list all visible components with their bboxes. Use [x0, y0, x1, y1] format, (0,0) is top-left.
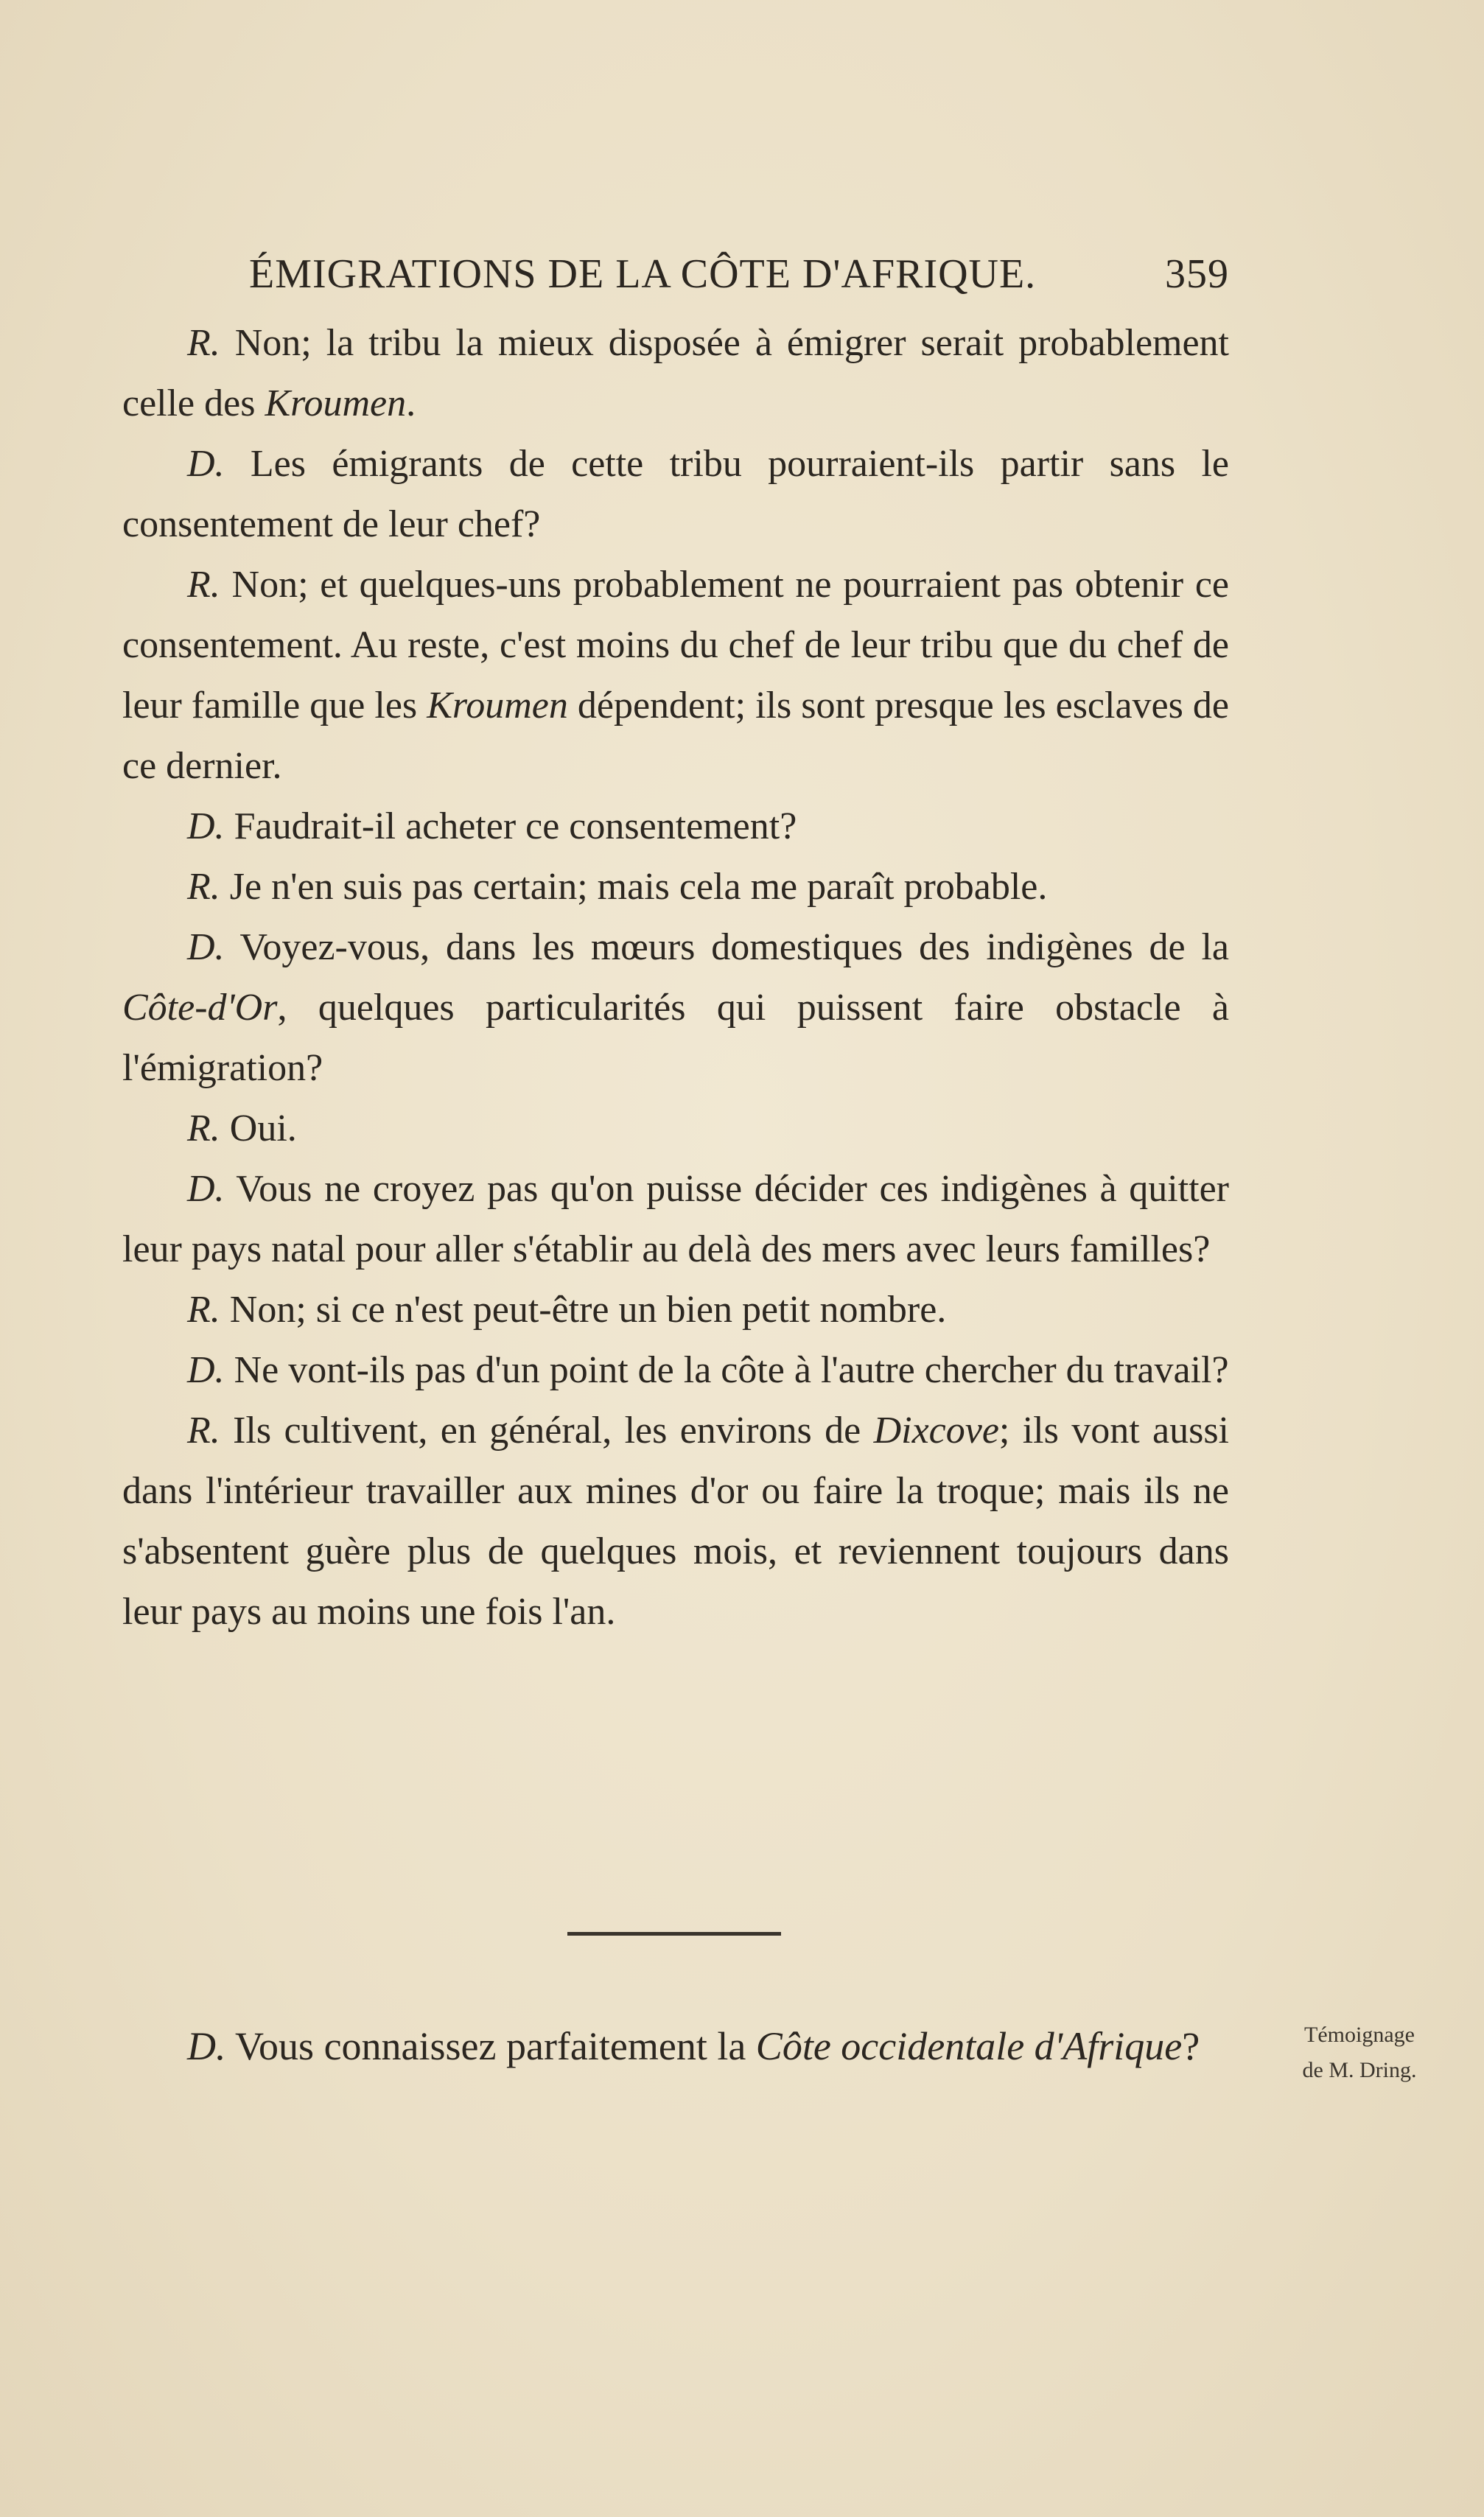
speaker-label: R.	[187, 1289, 220, 1331]
speaker-label: R.	[187, 564, 220, 606]
dialogue-paragraph	[122, 1099, 1229, 1159]
text-segment: Oui.	[220, 1107, 297, 1149]
speaker-label: R.	[187, 322, 220, 364]
text-segment: Les émigrants de cette tribu pourraient-ils partir sans le consentement de leur chef?	[122, 443, 1229, 545]
text-segment: Ne vont-ils pas d'un point de la côte à l'autre chercher du travail?	[224, 1349, 1229, 1391]
margin-note-line-1: Témoignage	[1304, 2023, 1415, 2047]
text-segment: Non; si ce n'est peut-être un bien petit nombre.	[220, 1289, 947, 1331]
speaker-label: R.	[187, 1410, 220, 1452]
speaker-label: R.	[187, 866, 220, 908]
dialogue-paragraph	[122, 1159, 1229, 1280]
text-segment: Faudrait-il acheter ce consentement?	[224, 805, 797, 847]
running-title: ÉMIGRATIONS DE LA CÔTE D'AFRIQUE.	[249, 251, 1037, 297]
text-segment: Non; la tribu la mieux disposée à émigrer serait probablement celle des	[122, 322, 1229, 424]
speaker-label: D.	[187, 443, 225, 485]
dialogue-paragraph	[122, 2015, 1229, 2077]
dialogue-text	[122, 313, 1229, 1642]
speaker-label: D.	[187, 805, 225, 847]
dialogue-paragraph	[122, 1401, 1229, 1642]
speaker-label: D.	[187, 1349, 225, 1391]
text-segment: Non; et quelques-uns probablement ne pourraient pas obtenir ce consentement. Au reste, c'est moins du chef de leur tribu que du chef de leur famille que les	[122, 564, 1229, 727]
text-segment: , quelques particularités qui puissent faire obstacle à l'émigration?	[122, 987, 1229, 1089]
dialogue-paragraph	[122, 1280, 1229, 1340]
text-segment: Vous ne croyez pas qu'on puisse décider ces indigènes à quitter leur pays natal pour aller s'établir au delà des mers avec leurs familles?	[122, 1168, 1229, 1270]
text-segment: Voyez-vous, dans les mœurs domestiques des indigènes de la	[224, 926, 1229, 968]
dialogue-paragraph	[122, 797, 1229, 857]
dialogue-paragraph	[122, 1340, 1229, 1401]
text-segment: Ils cultivent, en général, les environs de	[220, 1410, 874, 1452]
final-dialogue-text	[122, 2015, 1229, 2077]
margin-note	[1275, 2017, 1444, 2088]
text-segment: .	[406, 382, 416, 424]
speaker-label: R.	[187, 1107, 220, 1149]
section-divider	[567, 1932, 781, 1936]
speaker-label: D.	[187, 926, 225, 968]
text-segment: dépendent; ils sont presque les esclaves de ce dernier.	[122, 685, 1230, 787]
dialogue-paragraph	[122, 857, 1229, 917]
page-number: 359	[1165, 251, 1229, 297]
italic-text: Côte-d'Or	[122, 987, 278, 1029]
dialogue-paragraph	[122, 434, 1229, 555]
dialogue-paragraph	[122, 555, 1229, 797]
text-segment: ; ils vont aussi dans l'intérieur travailler aux mines d'or ou faire la troque; mais ils ne s'absentent guère plus de quelques mois, et reviennent toujours dans leur pays au moins une fois l'an.	[122, 1410, 1229, 1633]
italic-text: Dixcove	[873, 1410, 999, 1452]
text-segment: Vous connaissez parfaitement la	[225, 2024, 756, 2068]
page-header	[249, 251, 1229, 309]
margin-note-line-2: de M. Dring.	[1302, 2058, 1417, 2082]
speaker-label: D.	[187, 1168, 225, 1210]
text-segment: ?	[1182, 2024, 1200, 2068]
speaker-label: D.	[187, 2024, 226, 2068]
dialogue-paragraph	[122, 917, 1229, 1099]
dialogue-paragraph	[122, 313, 1229, 434]
italic-text: Côte occidentale d'Afrique	[755, 2024, 1183, 2068]
italic-text: Kroumen	[427, 685, 568, 727]
text-segment: Je n'en suis pas certain; mais cela me paraît probable.	[220, 866, 1048, 908]
italic-text: Kroumen	[265, 382, 407, 424]
